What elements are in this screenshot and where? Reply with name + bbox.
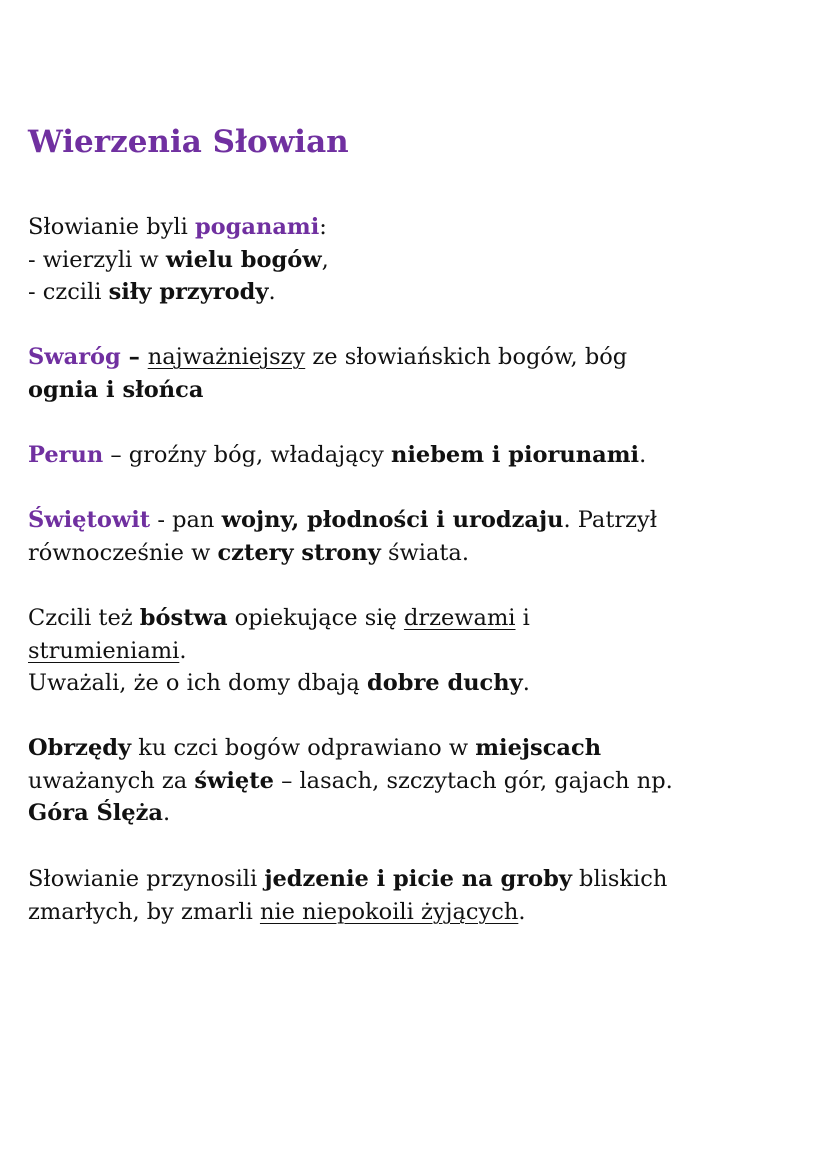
groby-line-2 xyxy=(28,896,818,929)
intro-line-3 xyxy=(28,276,818,309)
swarog-line-1 xyxy=(28,341,818,374)
text: . xyxy=(522,670,530,696)
swietowit-paragraph xyxy=(28,504,818,569)
deity-name-swietowit: Świętowit xyxy=(28,507,151,533)
text: - wierzyli w xyxy=(28,246,166,273)
bostwa-line-2 xyxy=(28,635,818,668)
swietowit-line-2 xyxy=(28,537,818,570)
underlined-text: drzewami xyxy=(403,605,516,631)
bold-text: święte xyxy=(194,767,274,794)
text: Uważali, że o ich domy dbają xyxy=(28,670,367,696)
dash: – xyxy=(120,344,148,370)
intro-line-1 xyxy=(28,211,818,244)
bold-text: wojny, płodności i urodzaju xyxy=(221,507,564,533)
text: Słowianie byli xyxy=(28,214,195,240)
page-title: Wierzenia Słowian xyxy=(28,124,349,160)
text: . xyxy=(639,442,647,468)
text: i xyxy=(515,605,530,631)
text: - czcili xyxy=(28,279,109,305)
text: – groźny bóg, władający xyxy=(103,442,391,468)
bold-text: ognia i słońca xyxy=(28,376,204,403)
text: Słowianie przynosili xyxy=(28,866,265,892)
swarog-line-2 xyxy=(28,374,818,407)
bold-text: Góra Ślęża xyxy=(28,800,163,826)
obrzedy-line-1 xyxy=(28,732,818,765)
text: zmarłych, by zmarli xyxy=(28,898,260,925)
groby-line-1 xyxy=(28,863,818,896)
highlight-poganami: poganami xyxy=(194,214,320,240)
bostwa-line-3 xyxy=(28,667,818,700)
bostwa-paragraph xyxy=(28,602,818,700)
text: ku czci bogów odprawiano w xyxy=(131,735,476,761)
perun-line-1 xyxy=(28,439,818,472)
bostwa-line-1 xyxy=(28,602,818,635)
text: : xyxy=(319,214,327,240)
bold-text: niebem i piorunami xyxy=(390,442,640,468)
deity-name-perun: Perun xyxy=(28,442,104,468)
perun-paragraph xyxy=(28,439,818,472)
text: . Patrzył xyxy=(563,507,657,533)
groby-paragraph xyxy=(28,863,818,928)
text: - pan xyxy=(150,507,222,533)
text: . xyxy=(518,898,526,925)
text: . xyxy=(268,279,276,305)
text: bliskich xyxy=(571,866,668,892)
text: równocześnie w xyxy=(28,539,218,566)
deity-name-swarog: Swaróg xyxy=(28,344,121,370)
swietowit-line-1 xyxy=(28,504,818,537)
bold-text: wielu bogów xyxy=(165,246,322,273)
underlined-text: najważniejszy xyxy=(147,344,306,370)
intro-line-2 xyxy=(28,244,818,277)
text: świata. xyxy=(380,539,469,566)
text: ze słowiańskich bogów, bóg xyxy=(305,344,628,370)
obrzedy-paragraph xyxy=(28,732,818,830)
text: , xyxy=(321,246,329,273)
bold-text: siły przyrody xyxy=(108,279,269,305)
bold-text: Obrzędy xyxy=(28,735,132,761)
bold-text: cztery strony xyxy=(217,539,381,566)
text: . xyxy=(162,800,171,826)
text: opiekujące się xyxy=(227,605,404,631)
text: Czcili też xyxy=(28,605,140,631)
bold-text: dobre duchy xyxy=(366,670,523,696)
obrzedy-line-2 xyxy=(28,765,818,798)
bold-text: bóstwa xyxy=(139,605,228,631)
obrzedy-line-3 xyxy=(28,797,818,830)
underlined-text: nie niepokoili żyjących xyxy=(259,898,519,925)
underlined-text: strumieniami xyxy=(28,637,180,664)
bold-text: jedzenie i picie na groby xyxy=(264,866,572,892)
intro-paragraph xyxy=(28,211,818,309)
swarog-paragraph xyxy=(28,341,818,406)
bold-text: miejscach xyxy=(475,735,602,761)
text: uważanych za xyxy=(28,767,195,794)
text: – lasach, szczytach gór, gajach np. xyxy=(273,767,673,794)
text: . xyxy=(179,637,187,664)
